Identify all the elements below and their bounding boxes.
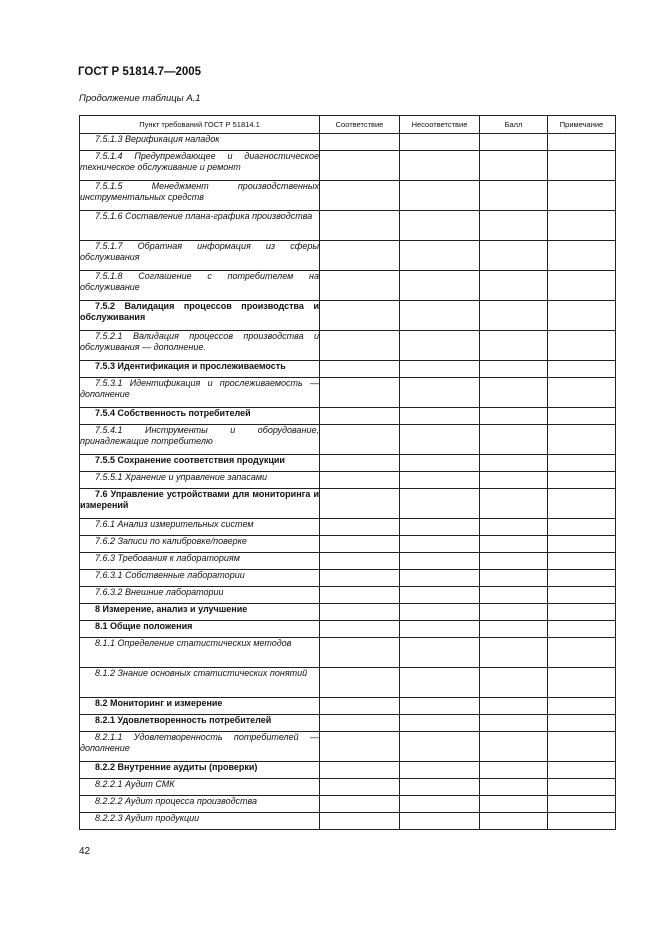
conformity-cell[interactable] bbox=[320, 361, 400, 378]
note-cell[interactable] bbox=[548, 472, 616, 489]
nonconformity-cell[interactable] bbox=[400, 638, 480, 668]
note-cell[interactable] bbox=[548, 181, 616, 211]
requirement-cell bbox=[80, 241, 320, 271]
requirement-clause-text: 8.2.1 Удовлетворенность потребителей bbox=[95, 715, 272, 725]
page-number: 42 bbox=[79, 846, 91, 857]
column-header-nonconformity: Несоответствие bbox=[400, 116, 480, 134]
table-row bbox=[80, 570, 616, 587]
note-cell[interactable] bbox=[548, 425, 616, 455]
conformity-cell[interactable] bbox=[320, 408, 400, 425]
score-cell[interactable] bbox=[480, 241, 548, 271]
requirement-cell bbox=[80, 796, 320, 813]
score-cell[interactable] bbox=[480, 151, 548, 181]
conformity-cell[interactable] bbox=[320, 489, 400, 519]
score-cell[interactable] bbox=[480, 762, 548, 779]
nonconformity-cell[interactable] bbox=[400, 425, 480, 455]
conformity-cell[interactable] bbox=[320, 604, 400, 621]
note-cell[interactable] bbox=[548, 796, 616, 813]
requirement-cell bbox=[80, 604, 320, 621]
conformity-cell[interactable] bbox=[320, 715, 400, 732]
requirement-cell bbox=[80, 732, 320, 762]
table-row bbox=[80, 331, 616, 361]
table-row bbox=[80, 151, 616, 181]
nonconformity-cell[interactable] bbox=[400, 455, 480, 472]
table-row bbox=[80, 301, 616, 331]
score-cell[interactable] bbox=[480, 779, 548, 796]
requirement-clause-text: 8.1.2 Знание основных статистических понятий bbox=[95, 668, 308, 678]
conformity-cell[interactable] bbox=[320, 331, 400, 361]
nonconformity-cell[interactable] bbox=[400, 519, 480, 536]
score-cell[interactable] bbox=[480, 378, 548, 408]
score-cell[interactable] bbox=[480, 715, 548, 732]
nonconformity-cell[interactable] bbox=[400, 604, 480, 621]
requirement-clause-text: 8.2.2.3 Аудит продукции bbox=[95, 813, 200, 823]
table-row bbox=[80, 241, 616, 271]
conformity-cell[interactable] bbox=[320, 570, 400, 587]
requirement-clause-text: 8.2.2.2 Аудит процесса производства bbox=[95, 796, 258, 806]
conformity-cell[interactable] bbox=[320, 698, 400, 715]
requirement-clause-text: 7.5.2 Валидация процессов производства и обслуживания bbox=[80, 301, 319, 322]
score-cell[interactable] bbox=[480, 181, 548, 211]
requirement-cell bbox=[80, 151, 320, 181]
note-cell[interactable] bbox=[548, 361, 616, 378]
requirement-cell bbox=[80, 570, 320, 587]
requirement-clause-text: 7.6.2 Записи по калибровке/поверке bbox=[95, 536, 247, 546]
conformity-cell[interactable] bbox=[320, 536, 400, 553]
conformity-cell[interactable] bbox=[320, 134, 400, 151]
table-row bbox=[80, 211, 616, 241]
table-row bbox=[80, 519, 616, 536]
table-row bbox=[80, 553, 616, 570]
nonconformity-cell[interactable] bbox=[400, 813, 480, 830]
note-cell[interactable] bbox=[548, 455, 616, 472]
score-cell[interactable] bbox=[480, 455, 548, 472]
column-header-conformity: Соответствие bbox=[320, 116, 400, 134]
note-cell[interactable] bbox=[548, 301, 616, 331]
note-cell[interactable] bbox=[548, 638, 616, 668]
nonconformity-cell[interactable] bbox=[400, 570, 480, 587]
note-cell[interactable] bbox=[548, 762, 616, 779]
conformity-cell[interactable] bbox=[320, 796, 400, 813]
nonconformity-cell[interactable] bbox=[400, 668, 480, 698]
score-cell[interactable] bbox=[480, 425, 548, 455]
note-cell[interactable] bbox=[548, 621, 616, 638]
requirement-clause-text: 8.1 Общие положения bbox=[95, 621, 193, 631]
requirement-cell bbox=[80, 638, 320, 668]
note-cell[interactable] bbox=[548, 408, 616, 425]
conformity-cell[interactable] bbox=[320, 587, 400, 604]
table-row bbox=[80, 715, 616, 732]
nonconformity-cell[interactable] bbox=[400, 181, 480, 211]
requirement-cell bbox=[80, 715, 320, 732]
note-cell[interactable] bbox=[548, 715, 616, 732]
score-cell[interactable] bbox=[480, 732, 548, 762]
note-cell[interactable] bbox=[548, 570, 616, 587]
nonconformity-cell[interactable] bbox=[400, 472, 480, 489]
nonconformity-cell[interactable] bbox=[400, 621, 480, 638]
requirement-clause-text: 8 Измерение, анализ и улучшение bbox=[95, 604, 248, 614]
requirement-clause-text: 7.6.3.1 Собственные лаборатории bbox=[95, 570, 245, 580]
conformity-cell[interactable] bbox=[320, 151, 400, 181]
requirement-cell bbox=[80, 668, 320, 698]
requirement-clause-text: 8.2.2.1 Аудит СМК bbox=[95, 779, 175, 789]
table-row bbox=[80, 455, 616, 472]
score-cell[interactable] bbox=[480, 408, 548, 425]
score-cell[interactable] bbox=[480, 536, 548, 553]
note-cell[interactable] bbox=[548, 813, 616, 830]
table-row bbox=[80, 796, 616, 813]
conformity-cell[interactable] bbox=[320, 211, 400, 241]
conformity-cell[interactable] bbox=[320, 813, 400, 830]
score-cell[interactable] bbox=[480, 472, 548, 489]
requirement-cell bbox=[80, 587, 320, 604]
table-row bbox=[80, 408, 616, 425]
conformity-cell[interactable] bbox=[320, 519, 400, 536]
score-cell[interactable] bbox=[480, 698, 548, 715]
note-cell[interactable] bbox=[548, 519, 616, 536]
score-cell[interactable] bbox=[480, 668, 548, 698]
column-header-note: Примечание bbox=[548, 116, 616, 134]
requirement-clause-text: 7.5.4 Собственность потребителей bbox=[95, 408, 251, 418]
requirement-clause-text: 7.5.1.7 Обратная информация из сферы обслуживания bbox=[80, 241, 319, 262]
conformity-cell[interactable] bbox=[320, 301, 400, 331]
table-row bbox=[80, 813, 616, 830]
note-cell[interactable] bbox=[548, 151, 616, 181]
requirement-clause-text: 7.6.3.2 Внешние лаборатории bbox=[95, 587, 224, 597]
nonconformity-cell[interactable] bbox=[400, 796, 480, 813]
table-row bbox=[80, 762, 616, 779]
requirement-cell bbox=[80, 489, 320, 519]
conformity-cell[interactable] bbox=[320, 668, 400, 698]
table-header-row bbox=[80, 116, 616, 134]
table-continuation-caption: Продолжение таблицы А.1 bbox=[79, 93, 201, 104]
table-row bbox=[80, 361, 616, 378]
note-cell[interactable] bbox=[548, 604, 616, 621]
score-cell[interactable] bbox=[480, 604, 548, 621]
score-cell[interactable] bbox=[480, 271, 548, 301]
table-row bbox=[80, 181, 616, 211]
table-row bbox=[80, 378, 616, 408]
requirement-clause-text: 7.5.4.1 Инструменты и оборудование, принадлежащие потребителю bbox=[80, 425, 319, 446]
note-cell[interactable] bbox=[548, 587, 616, 604]
score-cell[interactable] bbox=[480, 519, 548, 536]
requirement-cell bbox=[80, 271, 320, 301]
nonconformity-cell[interactable] bbox=[400, 536, 480, 553]
nonconformity-cell[interactable] bbox=[400, 134, 480, 151]
note-cell[interactable] bbox=[548, 331, 616, 361]
note-cell[interactable] bbox=[548, 668, 616, 698]
requirement-clause-text: 7.5.1.3 Верификация наладок bbox=[95, 134, 220, 144]
conformity-cell[interactable] bbox=[320, 455, 400, 472]
table-row bbox=[80, 668, 616, 698]
note-cell[interactable] bbox=[548, 134, 616, 151]
table-row bbox=[80, 621, 616, 638]
nonconformity-cell[interactable] bbox=[400, 732, 480, 762]
requirement-cell bbox=[80, 425, 320, 455]
nonconformity-cell[interactable] bbox=[400, 361, 480, 378]
score-cell[interactable] bbox=[480, 587, 548, 604]
requirement-cell bbox=[80, 621, 320, 638]
requirement-clause-text: 7.5.1.6 Составление плана-графика производства bbox=[95, 211, 313, 221]
requirement-clause-text: 8.2.2 Внутренние аудиты (проверки) bbox=[95, 762, 258, 772]
score-cell[interactable] bbox=[480, 211, 548, 241]
requirement-cell bbox=[80, 779, 320, 796]
table-row bbox=[80, 638, 616, 668]
requirement-cell bbox=[80, 762, 320, 779]
nonconformity-cell[interactable] bbox=[400, 553, 480, 570]
conformity-cell[interactable] bbox=[320, 181, 400, 211]
note-cell[interactable] bbox=[548, 536, 616, 553]
table-row bbox=[80, 134, 616, 151]
document-code: ГОСТ Р 51814.7—2005 bbox=[78, 66, 202, 78]
table-row bbox=[80, 698, 616, 715]
requirement-cell bbox=[80, 455, 320, 472]
note-cell[interactable] bbox=[548, 553, 616, 570]
note-cell[interactable] bbox=[548, 779, 616, 796]
conformity-cell[interactable] bbox=[320, 638, 400, 668]
nonconformity-cell[interactable] bbox=[400, 715, 480, 732]
conformity-cell[interactable] bbox=[320, 779, 400, 796]
column-header-clause: Пункт требований ГОСТ Р 51814.1 bbox=[80, 116, 320, 134]
requirement-cell bbox=[80, 536, 320, 553]
conformity-cell[interactable] bbox=[320, 241, 400, 271]
note-cell[interactable] bbox=[548, 732, 616, 762]
table-row bbox=[80, 587, 616, 604]
table-row bbox=[80, 604, 616, 621]
table-body bbox=[80, 134, 616, 830]
conformity-cell[interactable] bbox=[320, 425, 400, 455]
requirement-cell bbox=[80, 301, 320, 331]
requirement-clause-text: 7.5.3 Идентификация и прослеживаемость bbox=[95, 361, 286, 371]
nonconformity-cell[interactable] bbox=[400, 151, 480, 181]
table-row bbox=[80, 536, 616, 553]
table-row bbox=[80, 732, 616, 762]
requirement-clause-text: 7.6.3 Требования к лабораториям bbox=[95, 553, 240, 563]
requirement-cell bbox=[80, 553, 320, 570]
nonconformity-cell[interactable] bbox=[400, 211, 480, 241]
table-row bbox=[80, 779, 616, 796]
score-cell[interactable] bbox=[480, 361, 548, 378]
score-cell[interactable] bbox=[480, 134, 548, 151]
score-cell[interactable] bbox=[480, 489, 548, 519]
requirement-cell bbox=[80, 698, 320, 715]
nonconformity-cell[interactable] bbox=[400, 408, 480, 425]
score-cell[interactable] bbox=[480, 813, 548, 830]
requirement-cell bbox=[80, 813, 320, 830]
nonconformity-cell[interactable] bbox=[400, 779, 480, 796]
score-cell[interactable] bbox=[480, 621, 548, 638]
conformity-cell[interactable] bbox=[320, 553, 400, 570]
nonconformity-cell[interactable] bbox=[400, 378, 480, 408]
requirement-clause-text: 7.5.1.4 Предупреждающее и диагностическое техническое обслуживание и ремонт bbox=[80, 151, 319, 172]
nonconformity-cell[interactable] bbox=[400, 301, 480, 331]
note-cell[interactable] bbox=[548, 698, 616, 715]
note-cell[interactable] bbox=[548, 211, 616, 241]
requirement-cell bbox=[80, 378, 320, 408]
requirement-cell bbox=[80, 519, 320, 536]
note-cell[interactable] bbox=[548, 241, 616, 271]
nonconformity-cell[interactable] bbox=[400, 241, 480, 271]
requirement-cell bbox=[80, 181, 320, 211]
conformity-cell[interactable] bbox=[320, 378, 400, 408]
nonconformity-cell[interactable] bbox=[400, 762, 480, 779]
score-cell[interactable] bbox=[480, 638, 548, 668]
score-cell[interactable] bbox=[480, 301, 548, 331]
requirement-cell bbox=[80, 211, 320, 241]
note-cell[interactable] bbox=[548, 489, 616, 519]
requirement-clause-text: 7.6 Управление устройствами для мониторинга и измерений bbox=[80, 489, 319, 510]
note-cell[interactable] bbox=[548, 271, 616, 301]
note-cell[interactable] bbox=[548, 378, 616, 408]
requirement-cell bbox=[80, 472, 320, 489]
nonconformity-cell[interactable] bbox=[400, 489, 480, 519]
requirement-clause-text: 7.5.1.8 Соглашение с потребителем на обслуживание bbox=[80, 271, 319, 292]
conformity-cell[interactable] bbox=[320, 762, 400, 779]
requirement-clause-text: 7.6.1 Анализ измерительных систем bbox=[95, 519, 254, 529]
requirement-clause-text: 8.2.1.1 Удовлетворенность потребителей — дополнение bbox=[80, 732, 319, 753]
requirement-cell bbox=[80, 408, 320, 425]
table-row bbox=[80, 489, 616, 519]
table-row bbox=[80, 271, 616, 301]
requirement-clause-text: 7.5.1.5 Менеджмент производственных инструментальных средств bbox=[80, 181, 319, 202]
score-cell[interactable] bbox=[480, 570, 548, 587]
conformity-cell[interactable] bbox=[320, 472, 400, 489]
requirement-cell bbox=[80, 361, 320, 378]
table-row bbox=[80, 472, 616, 489]
score-cell[interactable] bbox=[480, 331, 548, 361]
requirement-clause-text: 7.5.5.1 Хранение и управление запасами bbox=[95, 472, 267, 482]
nonconformity-cell[interactable] bbox=[400, 587, 480, 604]
conformity-cell[interactable] bbox=[320, 271, 400, 301]
requirement-cell bbox=[80, 134, 320, 151]
requirement-clause-text: 7.5.5 Сохранение соответствия продукции bbox=[95, 455, 285, 465]
nonconformity-cell[interactable] bbox=[400, 698, 480, 715]
requirement-clause-text: 7.5.2.1 Валидация процессов производства и обслуживания — дополнение. bbox=[80, 331, 319, 352]
conformity-cell[interactable] bbox=[320, 732, 400, 762]
column-header-score: Балл bbox=[480, 116, 548, 134]
requirement-clause-text: 7.5.3.1 Идентификация и прослеживаемость — дополнение bbox=[80, 378, 319, 399]
score-cell[interactable] bbox=[480, 796, 548, 813]
requirement-clause-text: 8.1.1 Определение статистических методов bbox=[95, 638, 292, 648]
table-row bbox=[80, 425, 616, 455]
requirements-table bbox=[79, 115, 616, 830]
score-cell[interactable] bbox=[480, 553, 548, 570]
nonconformity-cell[interactable] bbox=[400, 331, 480, 361]
requirement-clause-text: 8.2 Мониторинг и измерение bbox=[95, 698, 223, 708]
conformity-cell[interactable] bbox=[320, 621, 400, 638]
nonconformity-cell[interactable] bbox=[400, 271, 480, 301]
requirement-cell bbox=[80, 331, 320, 361]
